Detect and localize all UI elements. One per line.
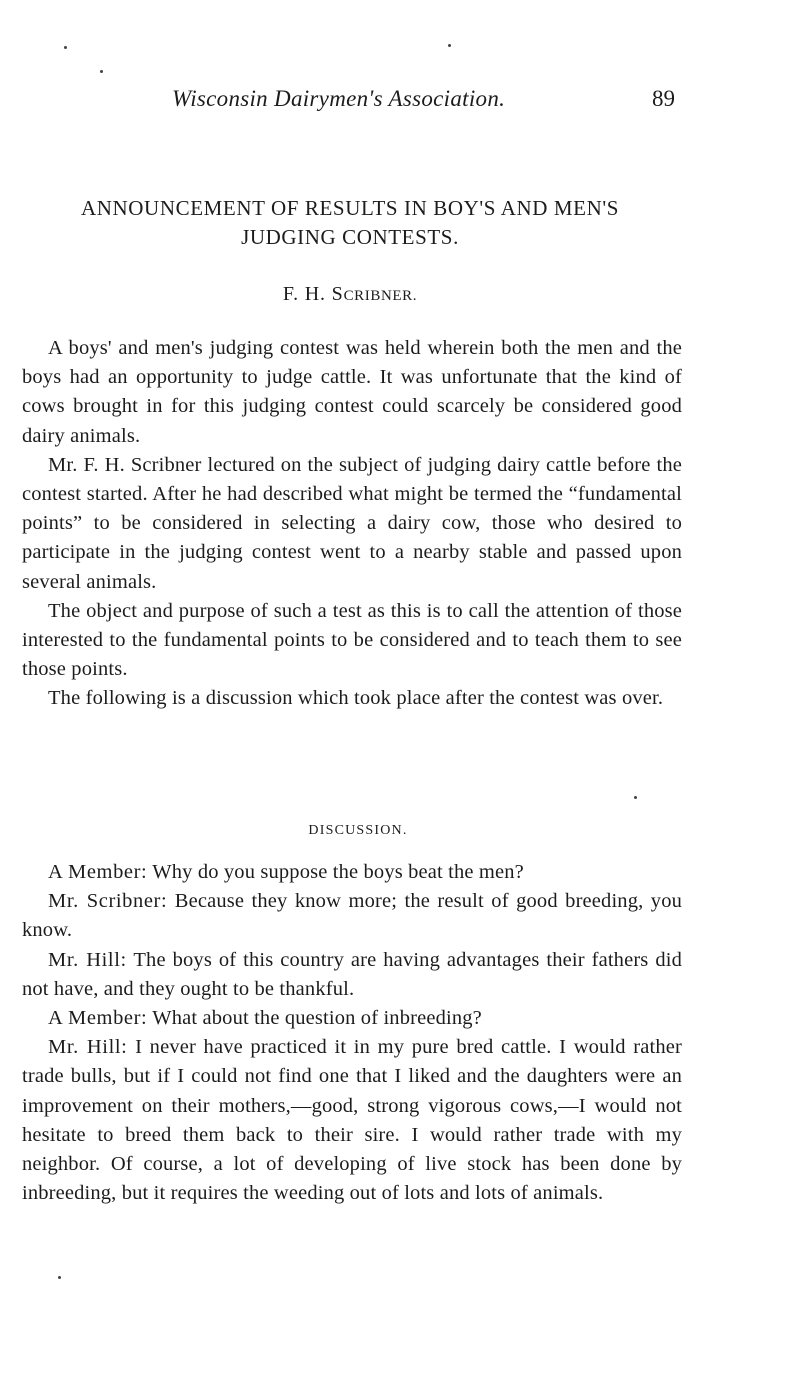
speaker-name: Mr. Hill: [48,948,127,971]
running-title: Wisconsin Dairymen's Association. [172,86,506,111]
paragraph: The object and purpose of such a test as this is to call the attention of those interested to the fundamental points to be considered and to teach them to see those points. [22,599,682,681]
speech-text: Because they know more; the result of good breeding, you know. [22,890,683,942]
author-initials: F. H. S [282,283,344,305]
print-speck [100,70,103,73]
paragraph: The following is a discussion which took place after the contest was over. [48,687,664,710]
speaker-name: A Member: [48,861,148,883]
speech-text: The boys of this country are having advantages their fathers did not have, and they ought to be thankful. [22,948,682,1000]
article-title-line-2: JUDGING CONTESTS. [241,225,459,249]
author-byline [0,283,700,306]
discussion-text [22,858,682,1208]
discussion-entry [22,946,682,1004]
intro-text [22,334,682,714]
article-title-line-1: ANNOUNCEMENT OF RESULTS IN BOY'S AND MEN'S [81,196,619,220]
speaker-name: Mr. Scribner: [48,890,168,913]
article-title [0,194,700,252]
section-heading: DISCUSSION. [308,823,408,838]
author-surname-rest: CRIBNER. [343,288,418,304]
speech-text: I never have practiced it in my pure bred cattle. I would rather trade bulls, but if I could not find one that I liked and the daughters were an improvement on their mothers,—good, strong vigorous cows,—I would not hesitate to breed them back to their sire. I would rather trade with my neighbor. Of course, a lot of developing of live stock has been done by inbreeding, but it requires the weeding out of lots and lots of animals. [22,1036,682,1205]
paragraph: A boys' and men's judging contest was held wherein both the men and the boys had an opportunity to judge cattle. It was unfortunate that the kind of cows brought in for this judging contest could scarcely be considered good dairy animals. [22,337,682,447]
discussion-entry [22,1033,682,1208]
discussion-entry [22,1004,682,1033]
speech-text: Why do you suppose the boys beat the men? [152,861,524,883]
print-speck [58,1276,61,1279]
print-speck [634,796,637,799]
print-speck [448,44,451,47]
speaker-name: A Member: [48,1007,148,1030]
page-number: 89 [652,86,675,111]
running-header [0,86,798,120]
speech-text: What about the question of inbreeding? [152,1007,482,1030]
discussion-entry [22,858,682,887]
discussion-entry [22,887,682,945]
print-speck [64,46,67,49]
speaker-name: Mr. Hill: [48,1036,128,1059]
paragraph: Mr. F. H. Scribner lectured on the subject of judging dairy cattle before the contest started. After he had described what might be termed the “fundamental points” to be considered in selecting a dairy cow, those who desired to participate in the judging contest went to a nearby stable and passed upon several animals. [22,453,682,593]
